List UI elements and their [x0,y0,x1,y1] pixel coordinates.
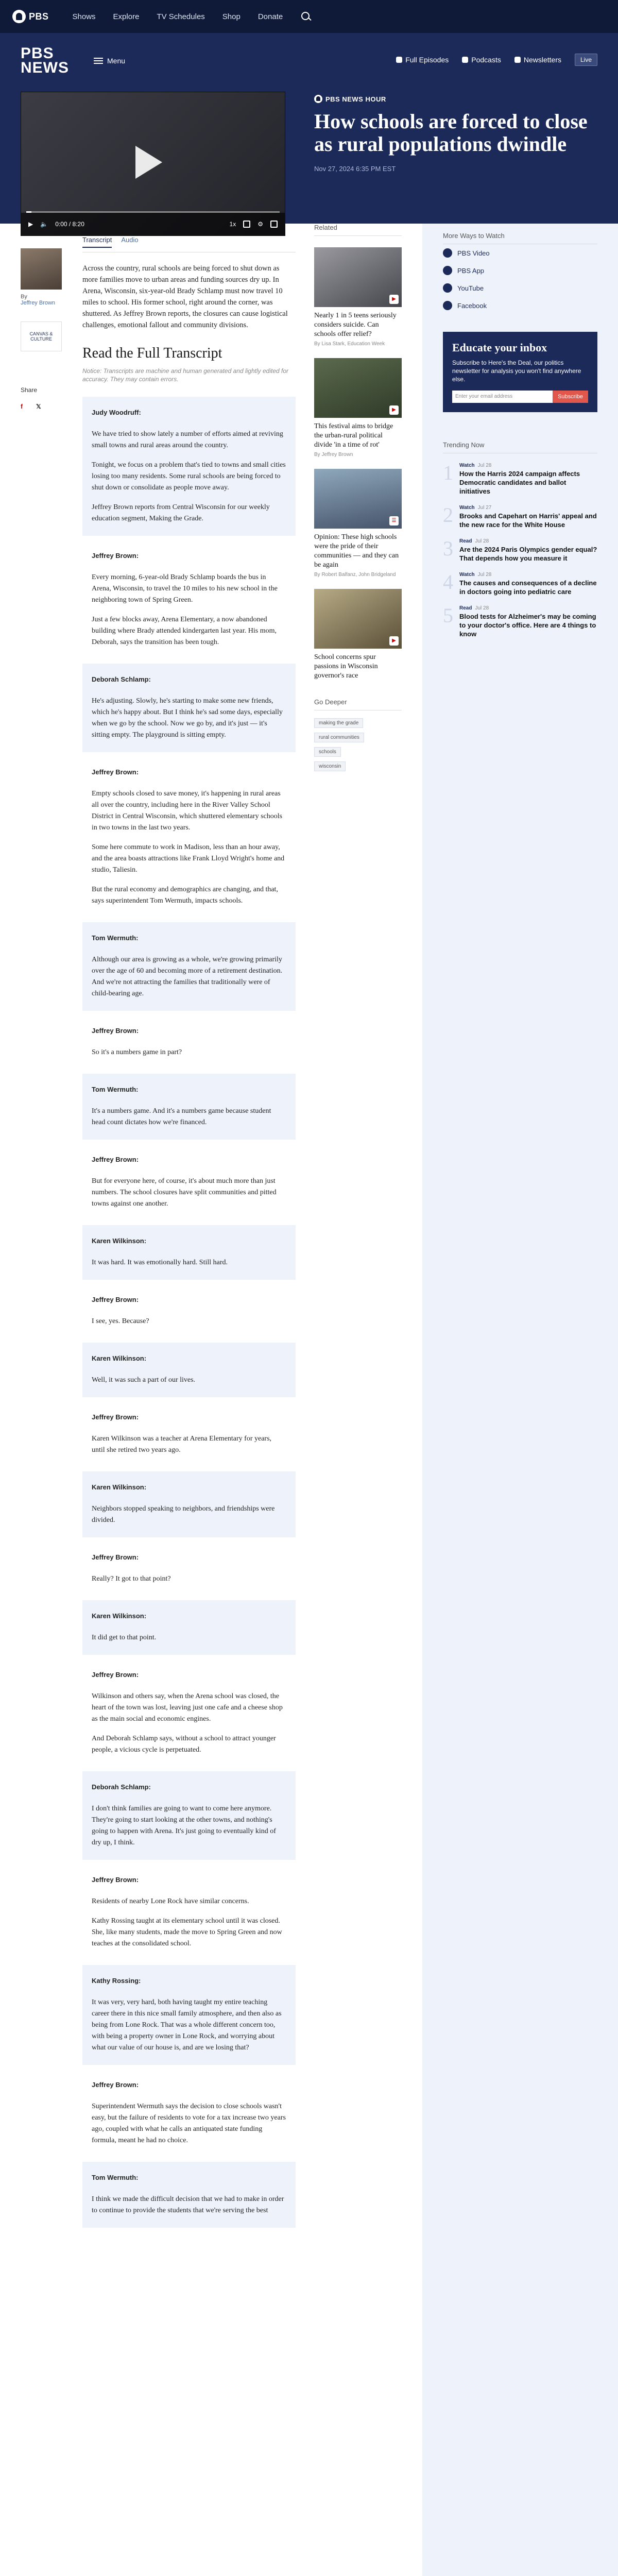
trending-body [459,463,597,496]
partner-logo[interactable]: CANVAS & CULTURE [21,321,62,351]
related-thumbnail[interactable] [314,358,402,418]
transcript-paragraph: Just a few blocks away, Arena Elementary, a now abandoned building where Brady attended kindergarten last year. His mom, Deborah, says the transition has been tough. [92,616,277,646]
trending-title[interactable]: The causes and consequences of a decline in doctors going into pediatric care [459,579,597,596]
ways-item-pbs-video[interactable]: PBS Video [443,244,597,262]
youtube-icon [443,283,452,293]
trending-date: Jul 28 [477,572,492,578]
trending-item[interactable] [443,463,597,496]
transcript-paragraph: It was hard. It was emotionally hard. Still hard. [92,1259,228,1266]
subscribe-button[interactable]: Subscribe [553,391,588,403]
transcript-paragraph: He's adjusting. Slowly, he's starting to make some new friends, which he's happy about. But I think he's sad some days, especially when we go by the school. Now we go by, and it's just — it's sitting empty. The playground is sitting empty. [92,697,283,739]
trending-meta [459,538,597,544]
speaker-name: Deborah Schlamp: [92,675,151,683]
transcript-block [82,2069,296,2158]
video-tag-icon: ▶ [389,405,399,415]
mail-icon [514,57,521,63]
related-item[interactable] [314,247,402,347]
ways-list [443,244,597,314]
video-time: 0:00 / 8:20 [55,221,84,228]
x-icon[interactable]: 𝕏 [36,403,41,410]
transcript-paragraph: Really? It got to that point? [92,1575,171,1583]
trending-meta [459,505,597,511]
speaker-name: Jeffrey Brown: [92,552,139,560]
trending-rank: 3 [443,537,453,560]
trending-meta [459,463,597,468]
trending-body [459,505,597,529]
trending-date: Jul 28 [477,463,492,468]
speaker-name: Karen Wilkinson: [92,1237,147,1245]
speaker-name: Jeffrey Brown: [92,1027,139,1035]
transcript-block [82,1144,296,1221]
ways-item-youtube[interactable]: YouTube [443,279,597,297]
related-heading: Related [314,224,402,236]
newsletter-box [443,332,597,412]
trending-heading: Trending Now [443,433,597,453]
nav-tv-schedules[interactable]: TV Schedules [157,12,205,21]
facebook-icon[interactable]: f [21,403,23,410]
trending-kind: Watch [459,463,475,468]
speaker-name: Kathy Rossing: [92,1977,141,1985]
transcript-paragraph: Neighbors stopped speaking to neighbors, and friendships were divided. [92,1505,275,1524]
related-thumbnail[interactable] [314,247,402,307]
transcript-paragraph: I don't think families are going to want to come here anymore. They're going to start looking at the other towns, and nothing's going to happen with Arena. It's just going to eventually kind of dry up, I think. [92,1805,276,1846]
volume-icon[interactable]: 🔈 [40,221,48,228]
ways-item-pbs-app[interactable]: PBS App [443,262,597,279]
transcript-block [82,756,296,918]
speed-button[interactable]: 1x [229,221,236,228]
topic-chip[interactable]: rural communities [314,733,364,742]
trending-title[interactable]: How the Harris 2024 campaign affects Democratic candidates and ballot initiatives [459,470,580,495]
captions-icon[interactable] [243,221,250,228]
speaker-name: Judy Woodruff: [92,409,141,416]
transcript-paragraph: I think we made the difficult decision that we had to make in order to continue to provide the students that we're serving the best [92,2195,284,2214]
speaker-name: Jeffrey Brown: [92,1876,139,1884]
author-avatar [21,248,62,290]
hero-headline [314,95,603,173]
trending-item[interactable] [443,505,597,529]
trending-date: Jul 28 [475,605,489,611]
transcript-paragraph: I see, yes. Because? [92,1317,149,1325]
tab-transcript[interactable]: Transcript [82,236,112,248]
email-field[interactable]: Enter your email address [452,391,553,403]
trending-date: Jul 28 [475,538,489,544]
article-tag-icon: ☰ [389,516,399,526]
transcript-blocks [82,397,296,2228]
transcript-heading: Read the Full Transcript [82,345,222,361]
settings-icon[interactable]: ⚙ [258,221,263,228]
related-column [314,224,402,775]
trending-title[interactable]: Brooks and Capehart on Harris' appeal and the new race for the White House [459,512,597,529]
transcript-block [82,922,296,1011]
ways-item-facebook[interactable]: Facebook [443,297,597,314]
transcript-block [82,1343,296,1397]
transcript-paragraph: Although our area is growing as a whole, we're growing primarily over the age of 60 and becoming more of a retirement destination. And we're not attracting the families that traditionally were of child-bearing age. [92,956,283,997]
related-byline: By Jeffrey Brown [314,452,353,457]
transcript-paragraph: Tonight, we focus on a problem that's tied to towns and small cities losing too many residents. Some rural schools are being forced to shut down or consolidate as people move away. [92,461,286,492]
speaker-name: Jeffrey Brown: [92,1671,139,1679]
transcript-paragraph: Residents of nearby Lone Rock have similar concerns. [92,1897,249,1905]
trending-item[interactable] [443,538,597,563]
related-item[interactable] [314,589,402,681]
pbs-head-icon [12,10,26,23]
speaker-name: Jeffrey Brown: [92,1296,139,1303]
article-tabs [82,236,296,252]
top-nav [73,12,283,21]
trending-rank: 2 [443,503,453,527]
transcript-block [82,397,296,536]
transcript-paragraph: Wilkinson and others say, when the Arena school was closed, the heart of the town was lost, leaving just one cafe and a cheese shop as the main social and economic engines. [92,1692,283,1723]
live-button[interactable]: Live [575,54,597,66]
nav-donate[interactable]: Donate [258,12,283,21]
transcript-block [82,540,296,659]
nav-explore[interactable]: Explore [113,12,140,21]
article-summary: Across the country, rural schools are being forced to shut down as more families move to urban areas and funding sources dry up. In Arena, Wisconsin, six-year-old Brady Schlamp must now travel 10 miles to school. His former school, right around the corner, was shuttered. As Jeffrey Brown reports, the closures can cause logistical challenges, emotional fallout and community divisions. [82,264,288,329]
transcript-block [82,1471,296,1537]
transcript-paragraph: Kathy Rossing taught at its elementary school until it was closed. She, like many students, made the move to Spring Green and now teaches at the consolidated school. [92,1917,282,1947]
newsletters-link[interactable]: Newsletters [514,56,561,64]
transcript-block [82,1965,296,2065]
transcript-block [82,1541,296,1596]
trending-body [459,605,597,638]
related-title[interactable]: Opinion: These high schools were the pride of their communities — and they can be again [314,533,399,569]
trending-body [459,572,597,596]
nav-shows[interactable]: Shows [72,12,96,21]
transcript-paragraph: But for everyone here, of course, it's about much more than just numbers. The school closures have split communities and pitted towns against one another. [92,1177,277,1208]
speaker-name: Jeffrey Brown: [92,2081,139,2089]
newsletter-title: Educate your inbox [452,341,547,354]
show-tag[interactable]: PBS NEWS HOUR [314,95,603,103]
transcript-block [82,2162,296,2228]
related-title[interactable]: Nearly 1 in 5 teens seriously considers suicide. Can schools offer relief? [314,312,397,338]
transcript-block [82,1600,296,1655]
trending-rank: 5 [443,604,453,627]
play-button[interactable]: ▶ [28,221,33,228]
related-item[interactable] [314,358,402,457]
related-thumbnail[interactable] [314,589,402,649]
related-thumbnail[interactable] [314,469,402,529]
transcript-paragraph: Some here commute to work in Madison, less than an hour away, and the area boasts attractions like Frank Lloyd Wright's home and studio, Taliesin. [92,843,285,874]
related-title[interactable]: School concerns spur passions in Wisconsin governor's race [314,653,378,680]
trending-meta [459,572,597,578]
publish-date: Nov 27, 2024 6:35 PM EST [314,165,396,173]
pbs-head-icon [314,95,322,103]
podcasts-link[interactable]: Podcasts [462,56,501,64]
trending-date: Jul 27 [477,505,492,511]
video-player[interactable] [21,92,285,236]
related-item[interactable] [314,469,402,578]
related-title[interactable]: This festival aims to bridge the urban-rural political divide 'in a time of rot' [314,422,393,449]
transcript-notice: Notice: Transcripts are machine and human generated and lightly edited for accuracy. They may contain errors. [82,367,289,383]
speaker-name: Jeffrey Brown: [92,768,139,776]
speaker-name: Jeffrey Brown: [92,1413,139,1421]
trending-rank: 4 [443,570,453,594]
right-rail [422,224,618,2576]
search-icon[interactable] [300,11,312,22]
speaker-name: Karen Wilkinson: [92,1483,147,1491]
trending-kind: Watch [459,505,475,511]
topic-chips [314,718,402,775]
transcript-paragraph: Well, it was such a part of our lives. [92,1376,196,1384]
related-byline: By Robert Balfanz, John Bridgeland [314,572,396,578]
trending-item[interactable] [443,605,597,638]
video-controls [21,213,285,235]
topic-chip[interactable]: making the grade [314,718,363,728]
speaker-name: Tom Wermuth: [92,2174,139,2181]
news-links [396,54,597,66]
transcript-block [82,1864,296,1961]
menu-button[interactable]: Menu [94,57,125,65]
trending-kind: Watch [459,572,475,578]
transcript-paragraph: Jeffrey Brown reports from Central Wisconsin for our weekly education segment, Making the Grade. [92,503,270,522]
transcript-paragraph: Every morning, 6-year-old Brady Schlamp boards the bus in Arena, Wisconsin, to travel the 10 miles to his new school in the neighboring town of Spring Green. [92,573,278,604]
transcript-paragraph: It was very, very hard, both having taught my entire teaching career there in this nice small family atmosphere, and then also as being from Lone Rock. That was a whole different concern too, with being a property owner in Lone Rock, and worrying about what our value of our house is, and are we losing that? [92,1998,282,2052]
transcript-block [82,1401,296,1467]
trending-kind: Read [459,605,472,611]
go-deeper-heading: Go Deeper [314,698,402,710]
transcript-paragraph: But the rural economy and demographics are changing, and that, says superintendent Tom Wermuth, impacts schools. [92,886,278,905]
transcript-paragraph: It did get to that point. [92,1634,157,1641]
transcript-block [82,1659,296,1767]
transcript-paragraph: We have tried to show lately a number of efforts aimed at reviving small towns and rural areas around the country. [92,430,283,449]
topic-chip[interactable]: wisconsin [314,761,346,771]
play-icon[interactable] [135,146,162,179]
hamburger-icon [94,58,103,64]
share-box: Share f 𝕏 [21,386,44,411]
transcript-block [82,1284,296,1338]
trending-kind: Read [459,538,472,544]
trending-item[interactable] [443,572,597,596]
facebook-icon [443,301,452,310]
play-icon [396,57,402,63]
speaker-name: Karen Wilkinson: [92,1354,147,1362]
headphones-icon [462,57,468,63]
trending-title[interactable]: Are the 2024 Paris Olympics gender equal? That depends how you measure it [459,546,597,562]
transcript-paragraph: So it's a numbers game in part? [92,1048,182,1056]
pbs-top-bar [0,0,618,33]
trending-list [443,463,597,638]
transcript-block [82,1015,296,1070]
trending-rank: 1 [443,461,453,484]
fullscreen-icon[interactable] [270,221,278,228]
transcript-block [82,1225,296,1280]
transcript-paragraph: Empty schools closed to save money, it's happening in rural areas all over the country, including here in the River Valley School District in Central Wisconsin, which shuttered elementary schools in two towns in the last two years. [92,790,283,832]
trending-title[interactable]: Blood tests for Alzheimer's may be coming to your doctor's office. Here are 4 things to know [459,613,596,638]
news-header [0,33,618,89]
speaker-name: Deborah Schlamp: [92,1783,151,1791]
full-episodes-link[interactable]: Full Episodes [396,56,449,64]
trending-body [459,538,597,563]
nav-shop[interactable]: Shop [222,12,241,21]
pbs-video-icon [443,248,452,258]
speaker-name: Tom Wermuth: [92,1086,139,1093]
tab-audio[interactable]: Audio [121,236,139,244]
transcript-paragraph: Karen Wilkinson was a teacher at Arena Elementary for years, until she retired two years ago. [92,1435,272,1454]
transcript-block [82,1771,296,1860]
newsletter-text: Subscribe to Here's the Deal, our politics newsletter for analysis you won't find anywhere else. [452,359,581,383]
ways-to-watch-heading: More Ways to Watch [443,224,597,244]
author-link[interactable]: Jeffrey Brown [21,300,56,306]
speaker-name: Jeffrey Brown: [92,1156,139,1163]
transcript-block [82,1074,296,1140]
trending-meta [459,605,597,611]
speaker-name: Karen Wilkinson: [92,1612,147,1620]
pbs-news-logo[interactable]: PBS NEWS [21,45,69,76]
transcript-paragraph: It's a numbers game. And it's a numbers game because student head count dictates how we're financed. [92,1107,271,1126]
transcript-paragraph: And Deborah Schlamp says, without a school to attract younger people, a vicious cycle is perpetuated. [92,1735,276,1754]
newsletter-form [452,391,588,403]
byline: By Jeffrey Brown CANVAS & CULTURE [21,248,62,351]
video-tag-icon: ▶ [389,295,399,304]
pbs-logo[interactable]: PBS [12,10,49,23]
article [82,236,296,2232]
page-title: How schools are forced to close as rural populations dwindle [314,110,588,156]
speaker-name: Jeffrey Brown: [92,1553,139,1561]
transcript-paragraph: Superintendent Wermuth says the decision to close schools wasn't easy, but the failure of residents to vote for a tax increase two years ago, coupled with what he calls an antiquated state funding formula, meant he had no choice. [92,2103,286,2144]
video-tag-icon: ▶ [389,636,399,646]
pbs-app-icon [443,266,452,275]
related-byline: By Lisa Stark, Education Week [314,341,385,347]
topic-chip[interactable]: schools [314,747,341,757]
speaker-name: Tom Wermuth: [92,934,139,942]
transcript-block [82,664,296,752]
